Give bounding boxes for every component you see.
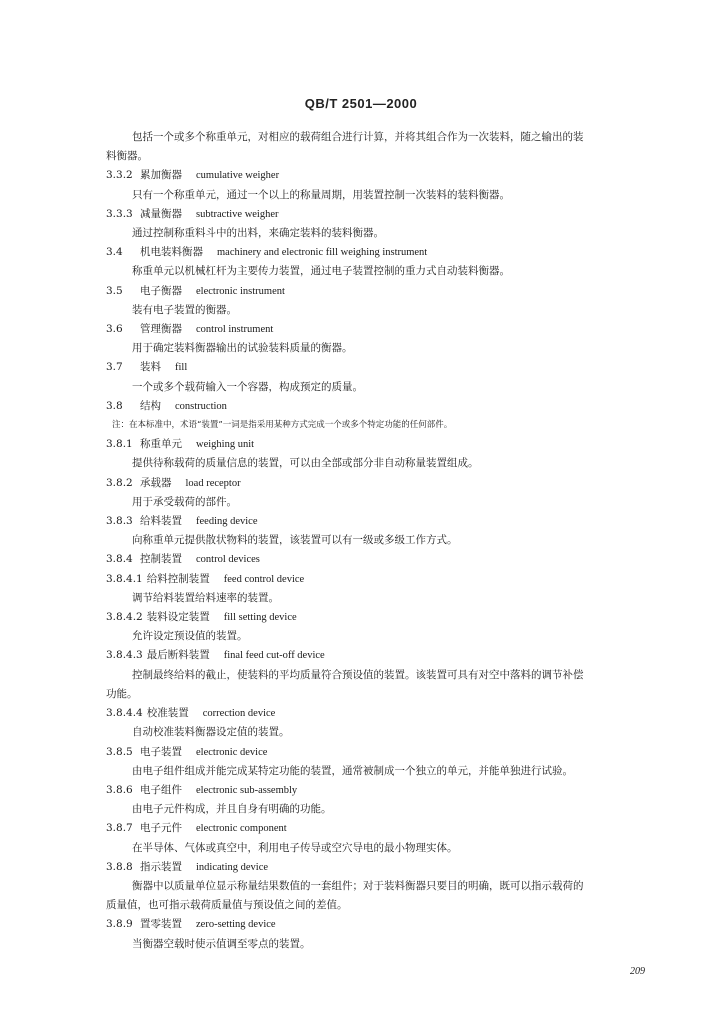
clause-heading — [106, 166, 678, 185]
clause-heading — [106, 474, 678, 493]
note-text: 注：在本标准中，术语“装置”一词是指采用某种方式完成一个或多个特定功能的任何部件。 — [112, 420, 453, 431]
term-en: construction — [175, 400, 227, 412]
term-en: indicating device — [196, 861, 269, 873]
definition-text: 自动校准装料衡器设定值的装置。 — [132, 726, 290, 739]
definition-text: 控制最终给料的截止，使装料的平均质量符合预设值的装置。该装置可具有对空中落料的调节补偿 — [132, 668, 584, 681]
paragraph-line: 包括一个或多个称重单元，对相应的载荷组合进行计算，并将其组合作为一次装料，随之输出的装 — [132, 131, 584, 143]
definition-text: 调节给料装置给料速率的装置。 — [132, 591, 279, 604]
term-en: cumulative weigher — [196, 170, 280, 182]
clause-heading — [106, 570, 678, 589]
term-zh: 机电装料衡器 — [140, 246, 203, 259]
clause-heading — [106, 743, 678, 762]
definition-text: 提供待称载荷的质量信息的装置，可以由全部或部分非自动称量装置组成。 — [132, 457, 479, 470]
clause-number: 3.8 — [106, 399, 123, 412]
term-zh: 减量衡器 — [140, 207, 182, 220]
clause-heading — [106, 397, 678, 416]
clause-heading — [106, 608, 678, 627]
term-en: weighing unit — [196, 439, 255, 451]
definition-text: 向称重单元提供散状物料的装置，该装置可以有一级或多级工作方式。 — [132, 534, 458, 547]
standard-code-header: QB/T 2501—2000 — [304, 96, 418, 111]
definition-text: 只有一个称重单元，通过一个以上的称量周期，用装置控制一次装料的装料衡器。 — [132, 188, 510, 201]
clause-heading — [106, 282, 678, 301]
term-en: fill — [175, 362, 188, 374]
term-en: final feed cut-off device — [223, 650, 325, 662]
definition-text: 通过控制称重料斗中的出料，来确定装料的装料衡器。 — [132, 227, 384, 240]
term-en: electronic instrument — [196, 285, 285, 297]
definition-text: 用于承受载荷的部件。 — [132, 495, 237, 508]
term-zh: 置零装置 — [140, 918, 182, 931]
definition-text: 用于确定装料衡器输出的试验装料质量的衡器。 — [132, 342, 353, 355]
clause-number: 3.8.1 — [106, 438, 133, 451]
clause-heading — [106, 915, 678, 934]
term-zh: 校准装置 — [146, 707, 189, 720]
clause-number: 3.6 — [106, 323, 123, 336]
definition-text: 衡器中以质量单位显示称量结果数值的一套组件；对于装料衡器只要目的明确，既可以指示载荷的 — [132, 879, 584, 892]
term-en: feeding device — [196, 516, 258, 528]
clause-number: 3.3.2 — [106, 169, 133, 182]
term-en: electronic component — [196, 823, 287, 835]
term-zh: 装料设定装置 — [146, 611, 210, 624]
clause-heading — [106, 646, 678, 665]
clause-number: 3.8.5 — [106, 745, 133, 758]
term-en: load receptor — [185, 477, 241, 489]
term-zh: 电子组件 — [140, 783, 182, 796]
term-zh: 给料装置 — [140, 515, 182, 528]
clause-number: 3.7 — [106, 361, 123, 374]
term-en: feed control device — [223, 573, 305, 585]
term-zh: 电子元件 — [140, 822, 182, 835]
clause-heading — [106, 243, 678, 262]
clause-number: 3.8.4.2 — [106, 611, 143, 624]
clause-heading — [106, 781, 678, 800]
clause-heading — [106, 858, 678, 877]
term-en: fill setting device — [223, 612, 297, 624]
clause-heading — [106, 435, 678, 454]
term-en: control instrument — [196, 324, 274, 336]
clause-number: 3.8.2 — [106, 476, 133, 489]
clause-number: 3.8.7 — [106, 822, 133, 835]
clause-heading — [106, 358, 678, 377]
term-zh: 称重单元 — [140, 438, 182, 451]
clause-heading — [106, 819, 678, 838]
definition-text: 由电子元件构成，并且自身有明确的功能。 — [132, 803, 332, 816]
clause-number: 3.8.4.3 — [106, 649, 143, 662]
paragraph-line: 料衡器。 — [106, 150, 148, 163]
clause-number: 3.3.3 — [106, 207, 133, 220]
term-zh: 承载器 — [140, 476, 172, 489]
term-en: control devices — [196, 554, 260, 566]
term-en: correction device — [202, 708, 276, 720]
definition-text: 一个或多个载荷输入一个容器，构成预定的质量。 — [132, 380, 363, 393]
definition-text: 由电子组件组成并能完成某特定功能的装置，通常被制成一个独立的单元，并能单独进行试验。 — [132, 764, 573, 777]
term-zh: 电子装置 — [140, 745, 182, 758]
definition-text: 称重单元以机械杠杆为主要传力装置，通过电子装置控制的重力式自动装料衡器。 — [132, 265, 510, 278]
term-zh: 结构 — [140, 399, 161, 412]
term-en: machinery and electronic fill weighing instrument — [217, 247, 428, 259]
clause-heading — [106, 320, 678, 339]
clause-number: 3.5 — [106, 284, 123, 297]
term-zh: 最后断料装置 — [146, 649, 210, 662]
definition-text: 功能。 — [106, 687, 138, 700]
term-zh: 装料 — [140, 361, 161, 374]
clause-number: 3.8.4.1 — [106, 572, 143, 585]
clause-number: 3.8.3 — [106, 515, 133, 528]
term-zh: 控制装置 — [140, 553, 182, 566]
clause-heading — [106, 205, 678, 224]
term-zh: 管理衡器 — [140, 323, 182, 336]
term-en: subtractive weigher — [196, 208, 279, 220]
term-zh: 电子衡器 — [140, 284, 182, 297]
clause-heading — [106, 512, 678, 531]
clause-number: 3.8.9 — [106, 918, 133, 931]
definition-text: 质量值，也可指示载荷质量值与预设值之间的差值。 — [106, 899, 348, 912]
term-en: electronic sub-assembly — [196, 784, 298, 796]
term-en: electronic device — [196, 746, 268, 758]
clause-heading — [106, 550, 678, 569]
definition-text: 当衡器空载时使示值调至零点的装置。 — [132, 937, 311, 950]
clause-number: 3.8.4.4 — [106, 707, 143, 720]
definition-text: 允许设定预设值的装置。 — [132, 630, 248, 643]
page-number: 209 — [630, 966, 645, 977]
term-zh: 累加衡器 — [140, 169, 182, 182]
document-body — [106, 128, 678, 954]
term-zh: 给料控制装置 — [146, 572, 210, 585]
clause-number: 3.8.8 — [106, 860, 133, 873]
term-en: zero-setting device — [196, 919, 276, 931]
clause-number: 3.8.4 — [106, 553, 133, 566]
definition-text: 在半导体、气体或真空中，利用电子传导或空穴导电的最小物理实体。 — [132, 841, 458, 854]
definition-text: 装有电子装置的衡器。 — [132, 303, 237, 316]
term-zh: 指示装置 — [140, 860, 182, 873]
clause-heading — [106, 704, 678, 723]
clause-number: 3.4 — [106, 246, 123, 259]
clause-number: 3.8.6 — [106, 783, 133, 796]
